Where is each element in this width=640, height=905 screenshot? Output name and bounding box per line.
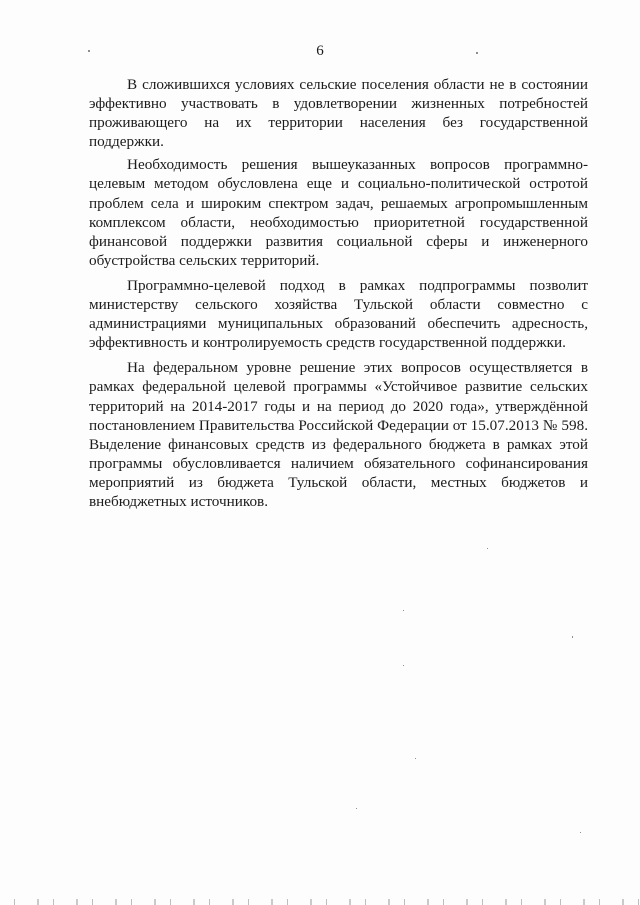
scan-speck xyxy=(580,832,581,833)
paragraph-1: В сложившихся условиях сельские поселения области не в состоянии эффективно участвовать в удовлетворении жизненных потребностей проживающего на их территории населения без государственной поддержки. xyxy=(89,76,588,151)
paragraph-3: Программно-целевой подход в рамках подпрограммы позволит министерству сельского хозяйства Тульской области совместно с администрациями муниципальных образований обеспечить адресность, эффективность и контролируемость средств государственной поддержки. xyxy=(89,276,588,352)
scan-speck xyxy=(403,665,404,666)
paragraph-4: На федеральном уровне решение этих вопросов осуществляется в рамках федеральной целевой программы «Устойчивое развитие сельских территорий на 2014-2017 годы и на период до 2020 года», утверждённой постановлением Правительства Российской Федерации от 15.07.2013 № 598. Выделение финансовых средств из федерального бюджета в рамках этой программы обусловливается наличием обязательного софинансирования мероприятий из бюджета Тульской области, местных бюджетов и внебюджетных источников. xyxy=(89,359,588,510)
scan-speck xyxy=(415,758,416,759)
page-number: 6 xyxy=(316,43,324,59)
scan-edge-noise xyxy=(0,899,640,905)
scan-speck xyxy=(356,808,357,809)
paragraph-2: Необходимость решения вышеуказанных вопросов программно-целевым методом обусловлена еще и социально-политической остротой проблем села и широким спектром задач, решаемых агропромышленным комплексом области, необходимостью приоритетной государственной финансовой поддержки развития социальной сферы и инженерного обустройства сельских территорий. xyxy=(89,156,588,269)
scan-speck xyxy=(403,610,404,611)
document-body xyxy=(89,75,588,513)
scan-speck xyxy=(572,636,573,638)
scan-speck xyxy=(88,50,90,52)
scan-speck xyxy=(476,52,478,54)
scan-speck xyxy=(487,548,488,549)
